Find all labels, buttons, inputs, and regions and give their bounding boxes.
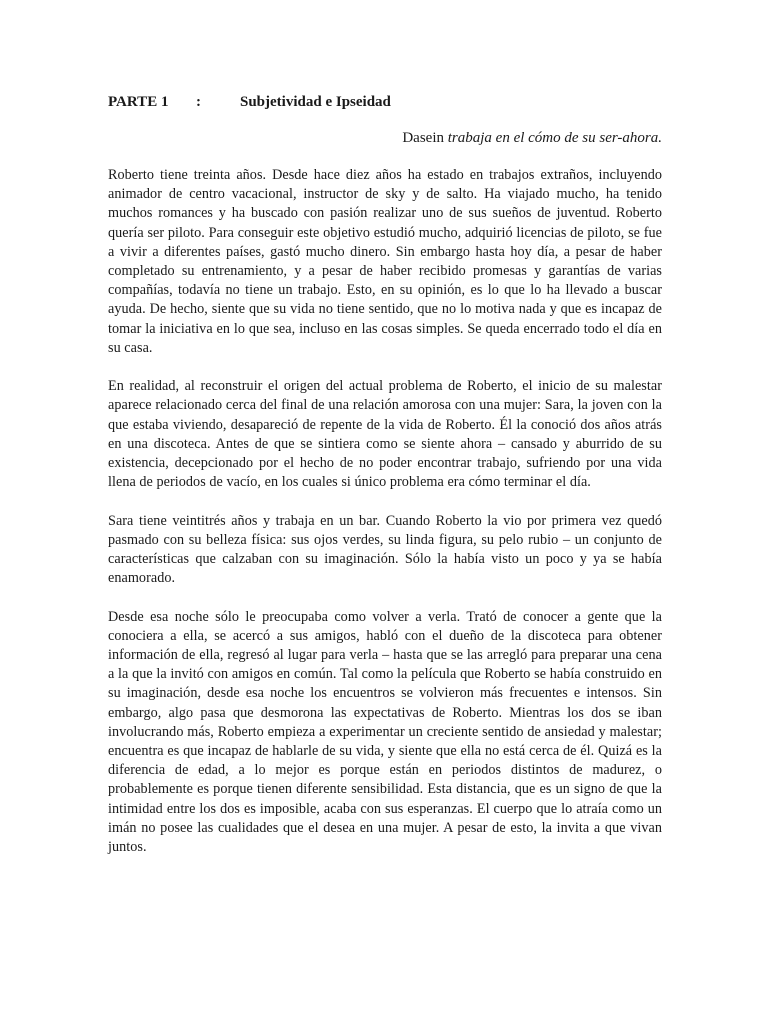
paragraph-4: Desde esa noche sólo le preocupaba como volver a verla. Trató de conocer a gente que la conociera a ella, se acercó a sus amigos, habló con el dueño de la discoteca para obtener información de ella, regresó al lugar para verla – hasta que se las arregló para preparar una cena a la que la invitó con amigos en común. Tal como la película que Roberto se había construido en su imaginación, desde esa noche los encuentros se volvieron más frecuentes e intensos. Sin embargo, algo pasa que desmorona las expectativas de Roberto. Mientras los dos se iban involucrando más, Roberto empieza a experimentar un creciente sentido de ansiedad y malestar; encuentra es que incapaz de hablarle de su vida, y siente que ella no está cerca de él. Quizá es la diferencia de edad, a lo mejor es porque están en periodos distintos de madurez, o probablemente es porque tienen diferente sensibilidad. Esta distancia, que es un signo de que la intimidad entre los dos es imposible, acaba con sus esperanzas. El cuerpo que lo atraía como un imán no posee las cualidades que el desea en una mujer. A pesar de esto, la invita a que vivan juntos.	[108, 608, 662, 856]
paragraph-1: Roberto tiene treinta años. Desde hace diez años ha estado en trabajos extraños, incluyendo animador de centro vacacional, instructor de sky y de salto. Ha viajado mucho, ha tenido muchos romances y ha buscado con pasión realizar uno de sus sueños de juventud. Roberto quería ser piloto. Para conseguir este objetivo estudió mucho, adquirió licencias de piloto, se fue a vivir a diferentes países, gastó mucho dinero. Sin embargo hasta hoy día, a pesar de haber completado su entrenamiento, y a pesar de haber recibido promesas y garantías de varias compañías, todavía no tiene un trabajo. Esto, en su opinión, es lo que lo ha llevado a buscar ayuda. De hecho, siente que su vida no tiene sentido, que no lo motiva nada y que es incapaz de tomar la iniciativa en lo que sea, incluso en las cosas simples. Se queda encerrado todo el día en su casa.	[108, 167, 662, 356]
paragraph-3: Sara tiene veintitrés años y trabaja en un bar. Cuando Roberto la vio por primera vez quedó pasmado con su belleza física: sus ojos verdes, su linda figura, su pelo rubio – un conjunto de características que calzaban con su imaginación. Sólo la había visto un poco y ya se había enamorado.	[108, 512, 662, 587]
heading-colon: :	[196, 94, 201, 110]
epigraph	[402, 129, 662, 147]
section-heading	[108, 93, 391, 111]
epigraph-plain-text: Dasein	[402, 130, 448, 146]
heading-title: Subjetividad e Ipseidad	[240, 94, 391, 110]
epigraph-italic-text: trabaja en el cómo de su ser-ahora.	[447, 130, 662, 146]
body-text	[108, 166, 662, 876]
paragraph-2: En realidad, al reconstruir el origen del actual problema de Roberto, el inicio de su malestar aparece relacionado cerca del final de una relación amorosa con una mujer: Sara, la joven con la que estaba viviendo, desapareció de repente de la vida de Roberto. Él la conoció dos años atrás en una discoteca. Antes de que se sintiera como se siente ahora – cansado y aburrido de su existencia, decepcionado por el hecho de no poder encontrar trabajo, sufriendo por una vida llena de periodos de vacío, en los cuales si único problema era cómo terminar el día.	[108, 378, 662, 491]
heading-part-label: PARTE 1	[108, 94, 169, 110]
